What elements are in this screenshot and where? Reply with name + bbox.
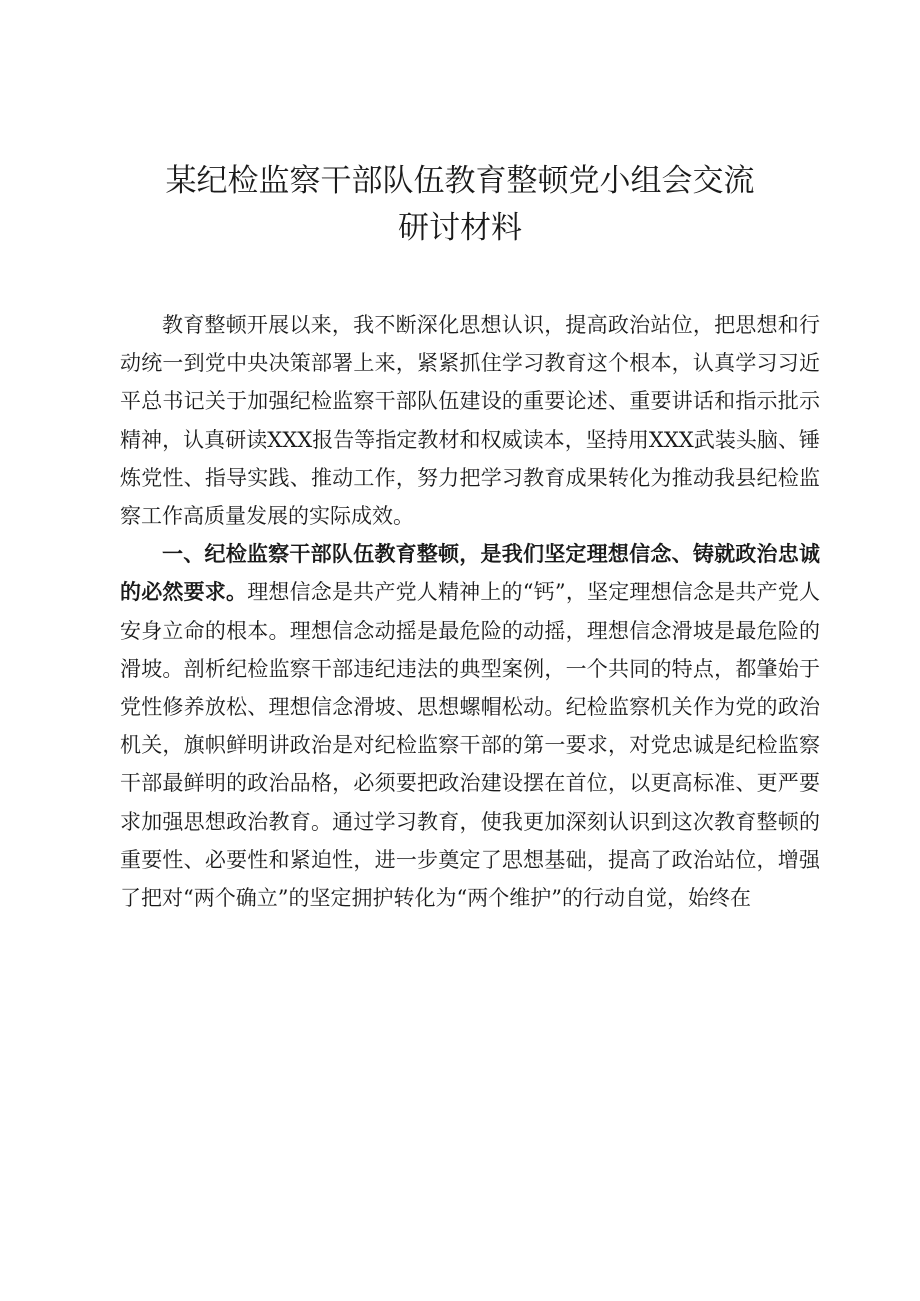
paragraph-intro-text: 教育整顿开展以来，我不断深化思想认识，提高政治站位，把思想和行动统一到党中央决策部署上来，紧紧抓住学习教育这个根本，认真学习习近平总书记关于加强纪检监察干部队伍建设的重要论述、重要讲话和指示批示精神，认真研读XXX报告等指定教材和权威读本，坚持用XXX武装头脑、锤炼党性、指导实践、推动工作，努力把学习教育成果转化为推动我县纪检监察工作高质量发展的实际成效。 [120, 313, 820, 529]
title-line-1: 某纪检监察干部队伍教育整顿党小组会交流 [165, 163, 755, 199]
paragraph-intro [120, 306, 820, 535]
document-body [120, 306, 820, 917]
paragraph-section-1 [120, 535, 820, 917]
title-line-2: 研讨材料 [398, 210, 522, 246]
section-1-text: 理想信念是共产党人精神上的“钙”，坚定理想信念是共产党人安身立命的根本。理想信念动摇是最危险的动摇，理想信念滑坡是最危险的滑坡。剖析纪检监察干部违纪违法的典型案例，一个共同的特点，都肇始于党性修养放松、理想信念滑坡、思想螺帽松动。纪检监察机关作为党的政治机关，旗帜鲜明讲政治是对纪检监察干部的第一要求，对党忠诚是纪检监察干部最鲜明的政治品格，必须要把政治建设摆在首位，以更高标准、更严要求加强思想政治教育。通过学习教育，使我更加深刻认识到这次教育整顿的重要性、必要性和紧迫性，进一步奠定了思想基础，提高了政治站位，增强了把对“两个确立”的坚定拥护转化为“两个维护”的行动自觉，始终在 [120, 580, 820, 911]
document-title [0, 158, 920, 252]
section-1-heading: 一、纪检监察干部队伍教育整顿，是我们坚定理想信念、铸就政治忠诚的必然要求。 [120, 542, 820, 605]
